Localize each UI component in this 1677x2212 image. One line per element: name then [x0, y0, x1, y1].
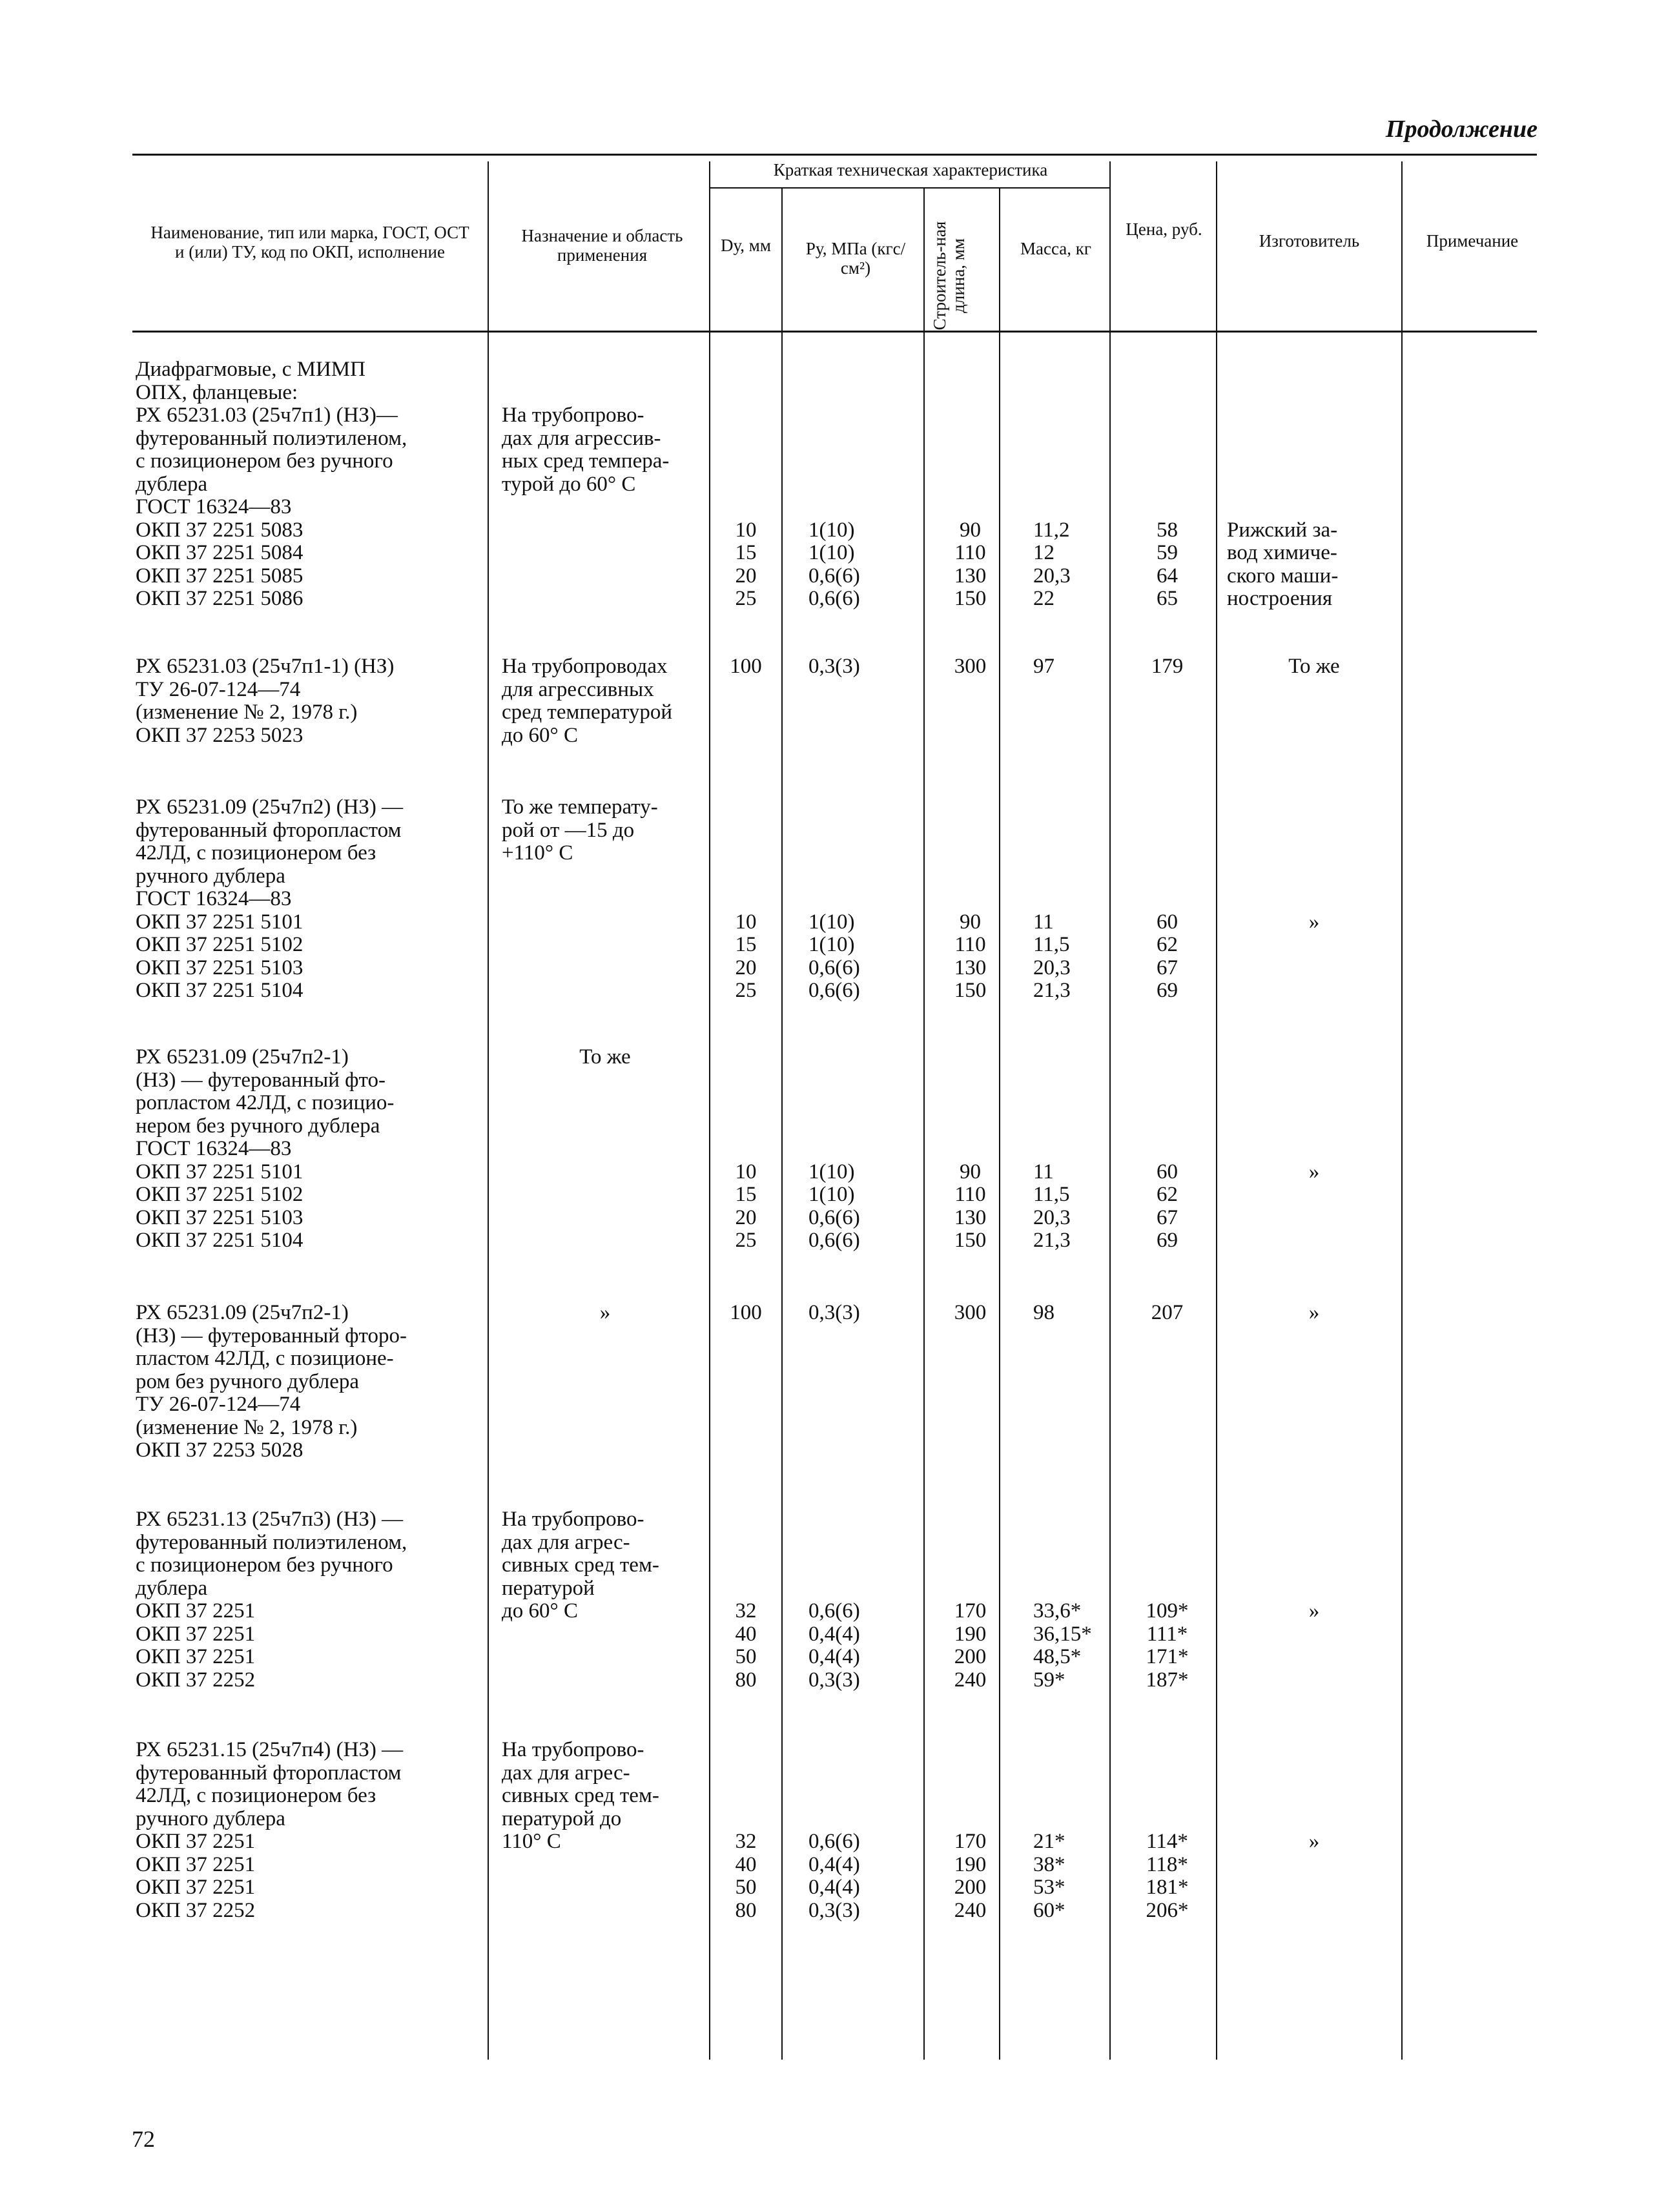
cell-purpose: На трубопрово- дах для агрессив- ных сред темпера- турой до 60° С [502, 404, 670, 496]
continuation-label: Продолжение [1385, 116, 1538, 143]
cell-price: 114* 118* 181* 206* [1146, 1830, 1189, 1922]
cell-length: 300 [954, 1301, 987, 1324]
cell-py: 1(10) 1(10) 0,6(6) 0,6(6) [808, 518, 860, 610]
cell-py: 0,6(6) 0,4(4) 0,4(4) 0,3(3) [808, 1599, 860, 1692]
header-price: Цена, руб. [1126, 220, 1202, 239]
cell-purpose: На трубопрово- дах для агрес- сивных сред тем- пературой до 60° С [502, 1508, 659, 1623]
cell-py: 1(10) 1(10) 0,6(6) 0,6(6) [808, 910, 860, 1002]
cell-length: 170 190 200 240 [954, 1599, 987, 1692]
cell-length: 170 190 200 240 [954, 1830, 987, 1922]
cell-name: РХ 65231.09 (25ч7п2-1) (НЗ) — футерованный фто- ропластом 42ЛД, с позицио- нером без ручного дублера ГОСТ 16324—83 ОКП 37 2251 5101 ОКП 37 2251 5102 ОКП 37 2251 5103 ОКП 37 2251 5104 [136, 1045, 395, 1252]
cell-price: 179 [1151, 655, 1184, 678]
cell-name: РХ 65231.15 (25ч7п4) (НЗ) — футерованный фторопластом 42ЛД, с позиционером без ручного дублера ОКП 37 2251 ОКП 37 2251 ОКП 37 2251 ОКП 37 2252 [136, 1738, 404, 1922]
col-divider-dy [781, 189, 783, 2060]
cell-length: 90 110 130 150 [954, 518, 987, 610]
cell-dy: 100 [730, 655, 762, 678]
header-manufacturer: Изготовитель [1259, 231, 1360, 251]
cell-manufacturer: » [1308, 910, 1320, 934]
cell-manufacturer: Рижский за- вод химиче- ского маши- ностроения [1227, 518, 1339, 610]
cell-manufacturer: То же [1288, 655, 1340, 678]
cell-name: РХ 65231.13 (25ч7п3) (НЗ) — футерованный полиэтиленом, с позиционером без ручного дублера ОКП 37 2251 ОКП 37 2251 ОКП 37 2251 ОКП 37 2252 [136, 1508, 407, 1692]
cell-mass: 21* 38* 53* 60* [1033, 1830, 1065, 1922]
cell-py: 0,3(3) [808, 1301, 860, 1324]
cell-py: 1(10) 1(10) 0,6(6) 0,6(6) [808, 1160, 860, 1252]
cell-purpose: » [599, 1301, 611, 1324]
page-number: 72 [132, 2126, 155, 2152]
cell-mass: 11,2 12 20,3 22 [1033, 518, 1071, 610]
header-name: Наименование, тип или марка, ГОСТ, ОСТ и (или) ТУ, код по ОКП, исполнение [150, 223, 469, 261]
col-divider-name [488, 161, 489, 2060]
cell-dy: 10 15 20 25 [735, 1160, 757, 1252]
cell-price: 60 62 67 69 [1157, 1160, 1178, 1252]
cell-price: 58 59 64 65 [1157, 518, 1178, 610]
header-note: Примечание [1426, 231, 1519, 251]
cell-price: 207 [1151, 1301, 1184, 1324]
cell-purpose: То же температу- рой от —15 до +110° С [502, 795, 658, 865]
cell-purpose: На трубопроводах для агрессивных сред температурой до 60° С [502, 655, 673, 747]
header-brief-tech: Краткая техническая характеристика [773, 160, 1048, 179]
table-top-rule [132, 154, 1537, 156]
cell-mass: 11 11,5 20,3 21,3 [1033, 1160, 1071, 1252]
cell-py: 0,3(3) [808, 655, 860, 678]
cell-dy: 32 40 50 80 [735, 1830, 757, 1922]
cell-price: 60 62 67 69 [1157, 910, 1178, 1002]
cell-purpose: То же [579, 1045, 631, 1069]
cell-dy: 10 15 20 25 [735, 518, 757, 610]
cell-dy: 10 15 20 25 [735, 910, 757, 1002]
cell-py: 0,6(6) 0,4(4) 0,4(4) 0,3(3) [808, 1830, 860, 1922]
cell-dy: 100 [730, 1301, 762, 1324]
cell-length: 90 110 130 150 [954, 1160, 987, 1252]
brief-tech-underline [710, 187, 1111, 189]
cell-mass: 11 11,5 20,3 21,3 [1033, 910, 1071, 1002]
col-divider-manufacturer [1401, 161, 1403, 2060]
cell-purpose: На трубопрово- дах для агрес- сивных сред тем- пературой до 110° С [502, 1738, 659, 1853]
cell-length: 300 [954, 655, 987, 678]
cell-mass: 98 [1033, 1301, 1055, 1324]
cell-name: Диафрагмовые, с МИМП ОПХ, фланцевые: РХ 65231.03 (25ч7п1) (НЗ)— футерованный полиэтиленом, с позиционером без ручного дублера ГОСТ 16324—83 ОКП 37 2251 5083 ОКП 37 2251 5084 ОКП 37 2251 5085 ОКП 37 2251 5086 [136, 358, 407, 610]
cell-manufacturer: » [1308, 1301, 1320, 1324]
cell-name: РХ 65231.09 (25ч7п2-1) (НЗ) — футерованный фторо- пластом 42ЛД, с позиционе- ром без ручного дублера ТУ 26-07-124—74 (изменение № 2, 1978 г.) ОКП 37 2253 5028 [136, 1301, 407, 1462]
header-mass: Масса, кг [1020, 239, 1091, 258]
cell-length: 90 110 130 150 [954, 910, 987, 1002]
cell-mass: 33,6* 36,15* 48,5* 59* [1033, 1599, 1092, 1692]
cell-mass: 97 [1033, 655, 1055, 678]
cell-price: 109* 111* 171* 187* [1146, 1599, 1189, 1692]
header-length: Строитель-ная длина, мм [930, 221, 968, 331]
header-py: Pу, МПа (кгс/см²) [805, 239, 906, 278]
header-dy: Dу, мм [721, 236, 771, 255]
cell-name: РХ 65231.09 (25ч7п2) (НЗ) — футерованный фторопластом 42ЛД, с позиционером без ручного дублера ГОСТ 16324—83 ОКП 37 2251 5101 ОКП 37 2251 5102 ОКП 37 2251 5103 ОКП 37 2251 5104 [136, 795, 404, 1002]
cell-dy: 32 40 50 80 [735, 1599, 757, 1692]
cell-manufacturer: » [1308, 1160, 1320, 1183]
header-purpose: Назначение и область применения [521, 226, 683, 265]
header-bottom-rule [132, 331, 1537, 333]
cell-manufacturer: » [1308, 1599, 1320, 1623]
cell-name: РХ 65231.03 (25ч7п1-1) (НЗ) ТУ 26-07-124—74 (изменение № 2, 1978 г.) ОКП 37 2253 5023 [136, 655, 395, 747]
cell-manufacturer: » [1308, 1830, 1320, 1853]
